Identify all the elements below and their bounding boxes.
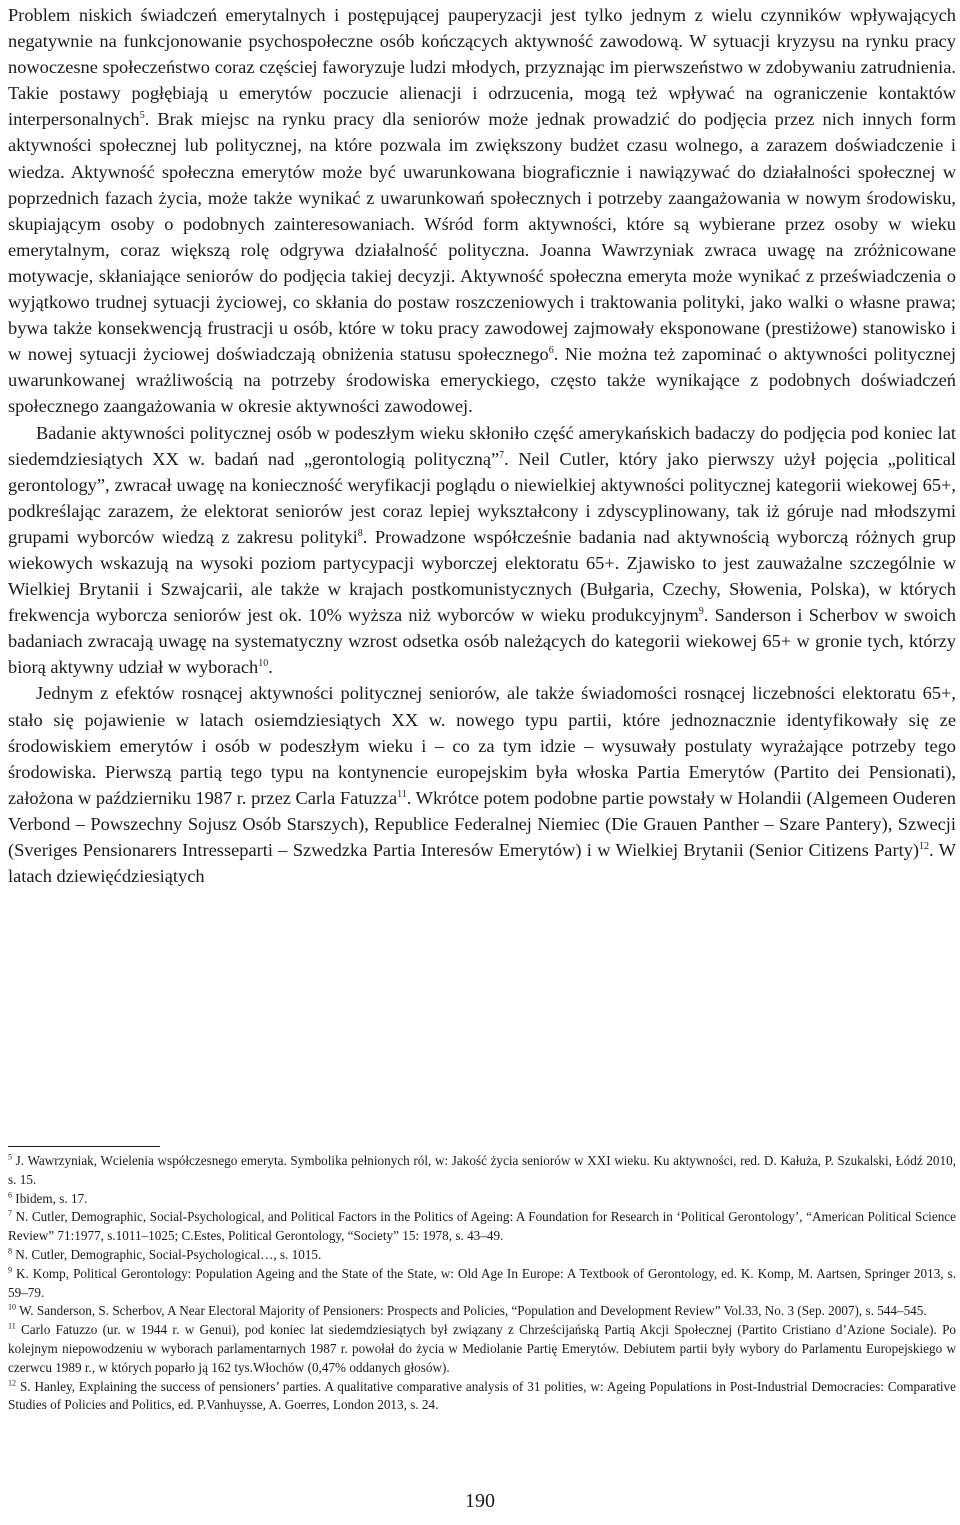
footnote [8, 1302, 956, 1321]
footnote-number: 7 [8, 1209, 12, 1218]
footnote-separator [8, 1146, 160, 1147]
footnote-marker: 7 [499, 449, 505, 461]
footnote [8, 1208, 956, 1246]
footnote-number: 9 [8, 1265, 12, 1275]
text-run: . Sanderson i Scherbov w swoich badaniach zwracają uwagę na systematyczny wzrost odsetka osób należących do kategorii wiekowej 65+ w gronie tych, którzy biorą aktywny udział w wyborach [8, 605, 956, 678]
footnote-text: Ibidem, s. 17. [15, 1190, 88, 1206]
footnote-number: 10 [8, 1302, 16, 1312]
footnote-marker: 8 [357, 527, 363, 539]
text-run: . Neil Cutler, który jako pierwszy użył pojęcia „political gerontology”, zwracał uwagę na konieczność weryfikacji poglądu o niewielkiej aktywności politycznej kategorii wiekowej 65+, podkreślając zarazem, że elektorat seniorów jest coraz lepiej wykształcony i zdyscyplinowany, tak iż góruje nad młodszymi grupami wyborców wiedzą z zakresu polityki [8, 448, 957, 547]
footnote-text: N. Cutler, Demographic, Social-Psychological…, s. 1015. [15, 1246, 322, 1262]
footnote-number: 5 [8, 1152, 12, 1162]
footnote [8, 1152, 956, 1190]
footnote-marker: 5 [139, 110, 145, 122]
text-run: . Nie można też zapominać o aktywności politycznej uwarunkowanej wrażliwością na potrzeby środowiska emeryckiego, często także wynikające z podobnych doświadczeń społecznego zaangażowania w okresie aktywności zawodowej. [8, 344, 956, 417]
footnote [8, 1265, 956, 1303]
page-number: 190 [465, 1490, 495, 1512]
footnote [8, 1378, 956, 1416]
paragraph [8, 680, 956, 889]
footnote-marker: 9 [698, 606, 704, 618]
footnote-marker: 11 [397, 788, 407, 800]
footnote [8, 1246, 956, 1265]
text-run: Problem niskich świadczeń emerytalnych i postępującej pauperyzacji jest tylko jednym z wielu czynników wpływających negatywnie na funkcjonowanie psychospołeczne osób kończących aktywność zawodową. W sytuacji kryzysu na rynku pracy nowoczesne społeczeństwo coraz częściej faworyzuje ludzi młodych, przyznając im pierwszeństwo w zdobywaniu zatrudnienia. Takie postawy pogłębiają u emerytów poczucie alienacji i odrzucenia, mogą też wpływać na ograniczenie kontaktów interpersonalnych [8, 5, 956, 130]
footnote-number: 6 [8, 1190, 12, 1200]
footnote [8, 1321, 956, 1377]
footnote-number: 12 [8, 1378, 16, 1388]
footnote-marker: 10 [258, 658, 269, 670]
footnotes [8, 1152, 956, 1415]
footnote-marker: 6 [548, 345, 554, 357]
footnote-text: N. Cutler, Demographic, Social-Psychological, and Political Factors in the Politics of Ageing: A Foundation for Research in ‘Political Gerontology’, “American Political Science Review” 71:1977, s.1011–1025; C.Estes, Political Gerontology, “Society” 15: 1978, s. 43–49. [8, 1209, 956, 1244]
text-run: . Brak miejsc na rynku pracy dla seniorów może jednak prowadzić do podjęcia przez nich innych form aktywności społecznej lub politycznej, na które pozwala im zwiększony budżet czasu wolnego, a zarazem doświadczenie i wiedza. Aktywność społeczna emerytów może być uwarunkowana biograficznie i nawiązywać do działalności społecznej w poprzednich fazach życia, może także wynikać z uwarunkowań społecznych i potrzeby zaangażowania w nowym środowisku, skupiającym osoby o podobnych zainteresowaniach. Wśród form aktywności, które są wybierane przez osoby w wieku emerytalnym, coraz większą rolę odgrywa działalność polityczna. Joanna Wawrzyniak zwraca uwagę na zróżnicowane motywacje, skłaniające seniorów do podjęcia takiej decyzji. Aktywność społeczna emeryta może wynikać z przeświadczenia o wyjątkowo trudnej sytuacji życiowej, co skłania do postaw roszczeniowych i traktowania polityki, jako walki o własne prawa; bywa także konsekwencją frustracji u osób, które w toku pracy zawodowej zajmowały eksponowane (prestiżowe) stanowisko i w nowej sytuacji życiowej doświadczają obniżenia statusu społecznego [8, 109, 956, 365]
paragraph [8, 420, 956, 681]
text-run: Badanie aktywności politycznej osób w podeszłym wieku skłoniło część amerykańskich badaczy do podjęcia pod koniec lat siedemdziesiątych XX w. badań nad „gerontologią polityczną” [8, 422, 956, 469]
text-run: . Wkrótce potem podobne partie powstały w Holandii (Algemeen Ouderen Verbond – Powszechny Sojusz Osób Starszych), Republice Federalnej Niemiec (Die Grauen Panther – Szare Pantery), Szwecji (Sveriges Pensionarers Intresseparti – Szwedzka Partia Interesów Emerytów) i w Wielkiej Brytanii (Senior Citizens Party) [8, 787, 956, 860]
footnote-number: 8 [8, 1246, 12, 1256]
footnote [8, 1190, 956, 1209]
text-run: . Prowadzone współcześnie badania nad aktywnością wyborczą różnych grup wiekowych wskazują na wysoki poziom partycypacji wyborczej elektoratu 65+. Zjawisko to jest zauważalne szczególnie w Wielkiej Brytanii i Szwajcarii, ale także w krajach postkomunistycznych (Bułgaria, Czechy, Słowenia, Polska), w których frekwencja wyborcza seniorów jest ok. 10% wyższa niż wyborców w wieku produkcyjnym [8, 526, 956, 626]
footnote-text: S. Hanley, Explaining the success of pensioners’ parties. A qualitative comparative analysis of 31 polities, w: Ageing Populations in Post-Industrial Democracies: Comparative Studies of Policies and Politics, ed. P.Vanhuysse, A. Goerres, London 2013, s. 24. [8, 1378, 957, 1413]
text-run: . [268, 657, 273, 678]
footnote-text: K. Komp, Political Gerontology: Population Ageing and the State of the State, w: Old Age In Europe: A Textbook of Gerontology, ed. K. Komp, M. Aartsen, Springer 2013, s. 59–79. [8, 1265, 957, 1300]
footnote-text: J. Wawrzyniak, Wcielenia współczesnego emeryta. Symbolika pełnionych ról, w: Jakość życia seniorów w XXI wieku. Ku aktywności, red. D. Kałuża, P. Szukalski, Łódź 2010, s. 15. [8, 1153, 956, 1187]
main-text [8, 2, 956, 889]
text-run: . W latach dziewięćdziesiątych [8, 840, 956, 887]
footnote-number: 11 [8, 1321, 16, 1331]
footnote-text: W. Sanderson, S. Scherbov, A Near Electoral Majority of Pensioners: Prospects and Policies, “Population and Development Review” Vol.33, No. 3 (Sep. 2007), s. 544–545. [19, 1303, 927, 1319]
footnote-text: Carlo Fatuzzo (ur. w 1944 r. w Genui), pod koniec lat siedemdziesiątych był związany z Chrześcijańską Partią Akcji Społecznej (Partito Cristiano d’Azione Sociale). Po kolejnym niepowodzeniu w wyborach parlamentarnych 1987 r. powołał do życia w Mediolanie Partię Emerytów. Debiutem partii były wybory do Parlamentu Europejskiego w czerwcu 1989 r., w których poparło ją 162 tys.Włochów (0,47% oddanych głosów). [8, 1322, 956, 1375]
footnote-marker: 12 [919, 840, 930, 852]
text-run: Jednym z efektów rosnącej aktywności politycznej seniorów, ale także świadomości rosnącej liczebności elektoratu 65+, stało się pojawienie w latach osiemdziesiątych XX w. nowego typu partii, które jednoznacznie identyfikowały się ze środowiskiem emerytów i osób w podeszłym wieku i – co za tym idzie – wysuwały postulaty wyrażające potrzeby tego środowiska. Pierwszą partią tego typu na kontynencie europejskim była włoska Partia Emerytów (Partito dei Pensionati), założona w październiku 1987 r. przez Carla Fatuzza [8, 683, 956, 808]
paragraph [8, 2, 956, 420]
